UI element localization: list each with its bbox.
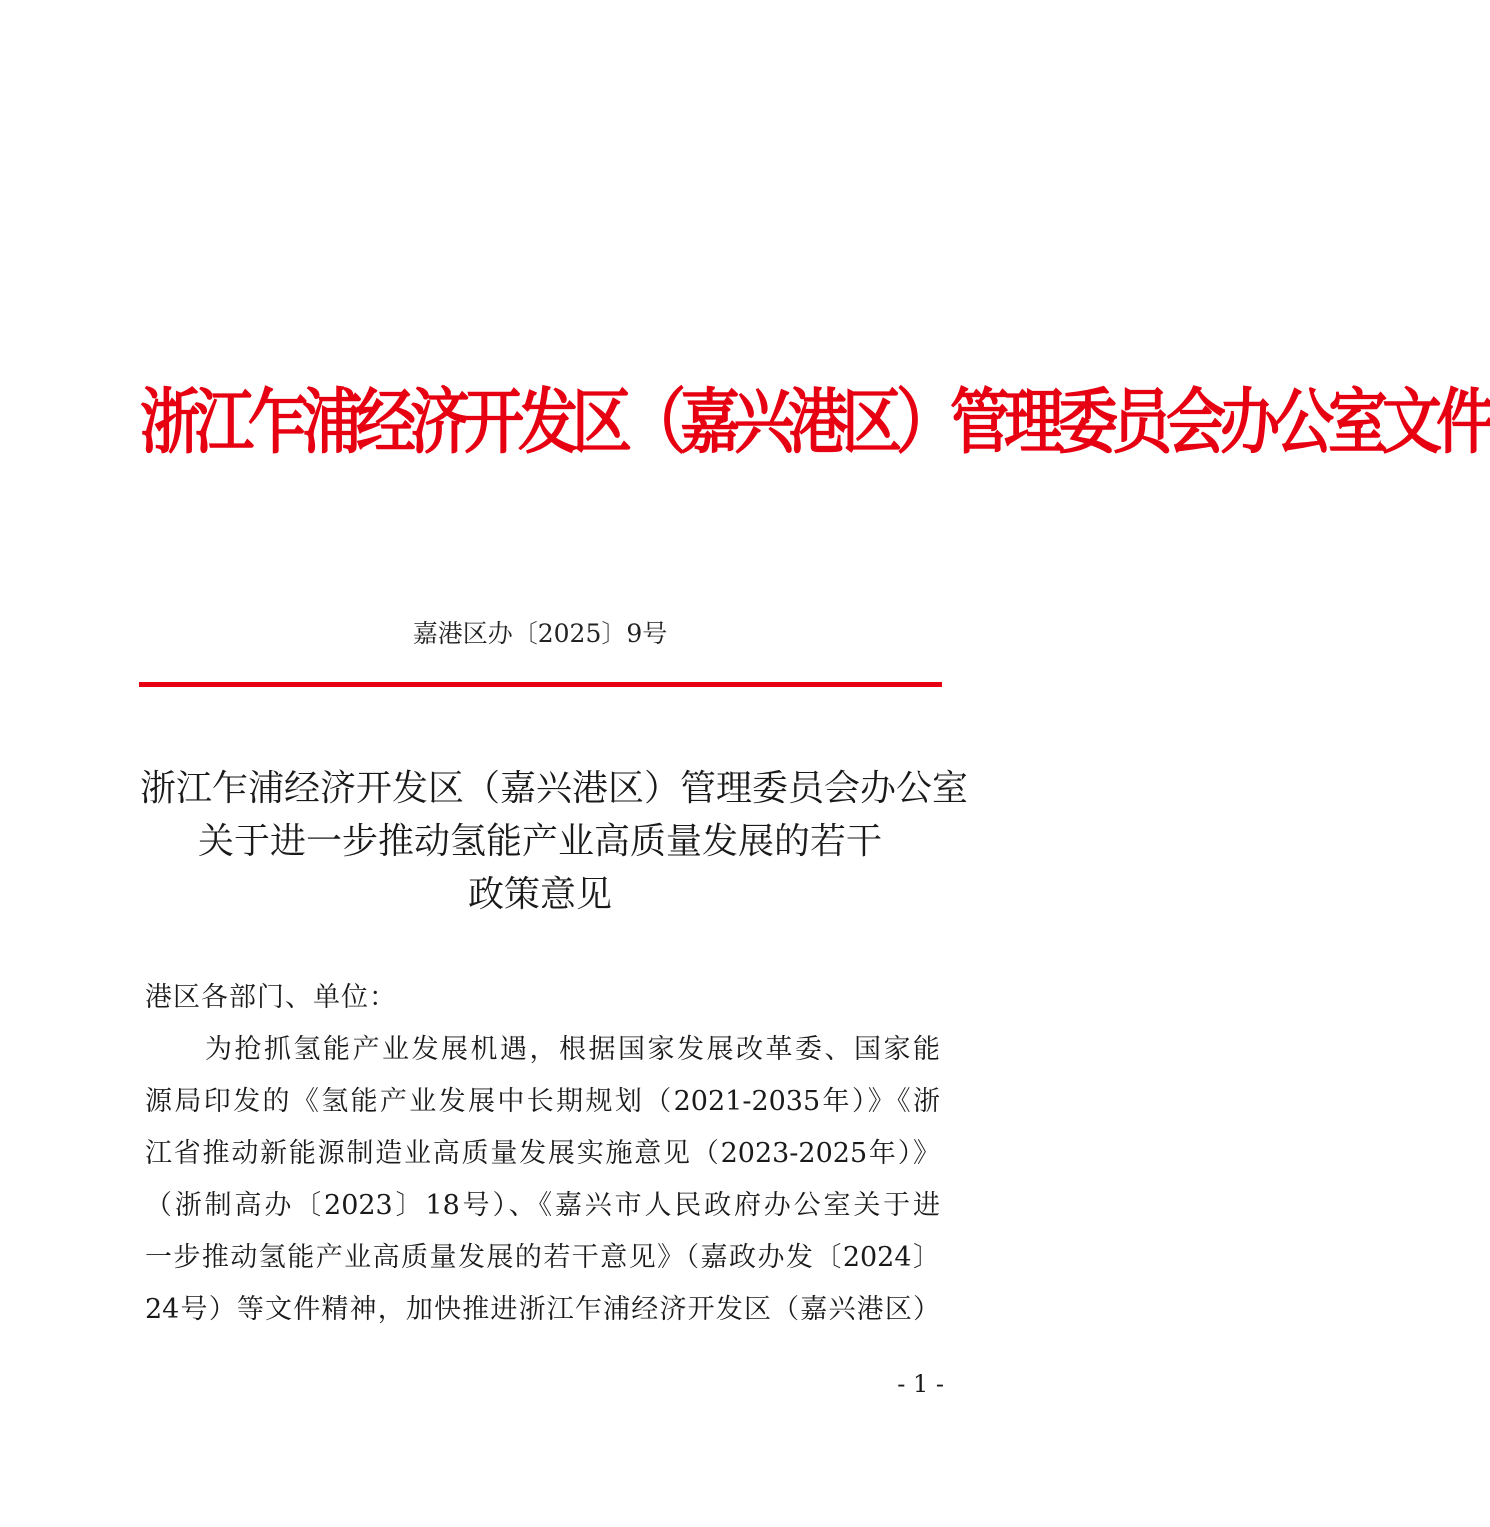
body-line-2: 源局印发的《氢能产业发展中长期规划（2021-2035年）》《浙	[145, 1086, 940, 1117]
body-paragraph	[145, 1028, 940, 1340]
document-title	[140, 762, 969, 921]
body-line-4: （浙制高办〔2023〕18号）、《嘉兴市人民政府办公室关于进	[145, 1190, 940, 1221]
page-number: - 1 -	[897, 1370, 944, 1398]
body-line-1: 为抢抓氢能产业发展机遇，根据国家发展改革委、国家能	[205, 1034, 940, 1065]
salutation: 港区各部门、单位：	[145, 982, 397, 1013]
body-line-5: 一步推动氢能产业高质量发展的若干意见》（嘉政办发〔2024〕	[145, 1242, 940, 1273]
title-line-1: 浙江乍浦经济开发区（嘉兴港区）管理委员会办公室	[140, 768, 969, 809]
document-number: 嘉港区办〔2025〕9号	[412, 619, 668, 648]
red-divider-line	[139, 682, 942, 687]
body-line-6: 24号）等文件精神，加快推进浙江乍浦经济开发区（嘉兴港区）	[145, 1294, 940, 1325]
issuer-red-heading: 浙江乍浦经济开发区（嘉兴港区）管理委员会办公室文件	[140, 381, 1490, 465]
body-line-3: 江省推动新能源制造业高质量发展实施意见（2023-2025年）》	[145, 1138, 940, 1169]
title-line-2: 关于进一步推动氢能产业高质量发展的若干	[197, 821, 882, 862]
title-line-3: 政策意见	[467, 874, 612, 915]
